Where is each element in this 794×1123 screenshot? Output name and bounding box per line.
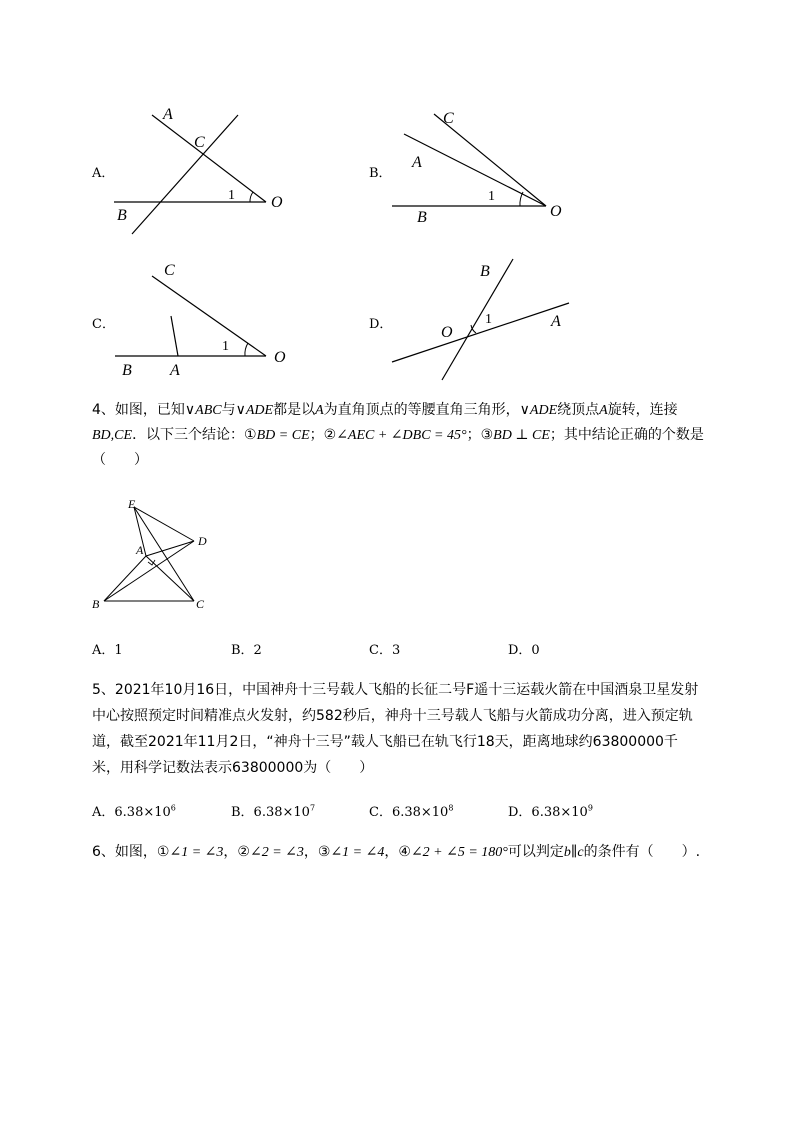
point-b-label: B [92,597,100,611]
point-c-label: C [194,134,205,151]
q5-line-3: 道，截至2021年11月2日，“神舟十三号”载人飞船已在轨飞行18天，距离地球约63800000千 [92,734,678,750]
point-a-label: A [163,106,173,123]
text: 绕顶点 [557,402,600,418]
math-triangle: ∨ADE [235,403,274,418]
text: ；② [309,427,337,443]
segment-ed [134,507,194,541]
point-a-label: A [136,543,144,557]
text: 为直角顶点的等腰直角三角形， [323,402,520,418]
text: 与 [221,402,236,418]
point-d-label: D [198,534,207,548]
exponent: 6 [170,803,176,813]
q4-figure [88,495,218,615]
line-transversal [132,115,238,234]
line-oa [392,303,569,362]
text: ；③ [466,427,494,443]
math-triangle: ∨ABC [184,403,222,418]
angle-label: 1 [228,188,235,203]
angle-label: 1 [222,339,229,354]
text: ；其中结论正确的个数是 [549,427,704,443]
math-condition-4: ∠2 + ∠5 = 180° [410,845,508,860]
point-c-label: C [443,110,454,127]
math-point: A [315,403,324,418]
q4-line-3 [92,448,752,473]
line-ob [442,259,513,380]
math-condition-1: ∠1 = ∠3 [169,845,224,860]
text: ，④ [384,844,411,860]
text: 都是以 [273,402,316,418]
text: 如图，① [114,844,170,860]
math-parallel: b∥c [563,845,584,860]
math-conclusion-1: BD = CE [256,428,310,443]
question-number: 6、 [92,844,115,860]
figure-option-b [380,100,580,230]
math-segments: BD,CE [92,428,133,443]
answer-text: D．6.38×10 [508,805,588,820]
point-e-label: E [128,497,136,511]
segment-ad [146,541,194,556]
angle-arc [245,343,248,356]
angle-label: 1 [485,312,492,327]
q5-line-1: 5、2021年10月16日，中国神舟十三号载人飞船的长征二号F遥十三运载火箭在中国酒泉卫星发射 [92,682,699,698]
question-4 [92,398,752,473]
text: ，③ [303,844,331,860]
text: 可以判定 [507,844,564,860]
text: 旋转，连接 [607,402,678,418]
option-label: D． [369,317,393,332]
point-o-label: O [274,349,286,366]
option-label: B． [369,166,392,181]
question-number: 4、 [92,402,115,418]
math-condition-3: ∠1 = ∠4 [330,845,385,860]
math-conclusion-3: BD ⊥ CE [493,428,550,443]
point-o-label: O [271,194,283,211]
q4-line-1 [92,398,752,423]
question-5 [92,677,752,781]
question-6 [92,840,752,865]
angle-label: 1 [488,189,495,204]
exponent: 7 [309,803,316,813]
point-o-label: O [441,324,453,341]
math-triangle: ∨ADE [519,403,558,418]
ray-oc [152,276,266,356]
point-o-label: O [550,203,562,220]
angle-arc [250,192,253,202]
math-conclusion-2: ∠AEC + ∠DBC = 45° [336,428,467,443]
point-c-label: C [164,262,175,279]
q5-line-4: 米，用科学记数法表示63800000为（ ） [92,760,374,776]
answer-option-b[interactable] [231,801,315,820]
point-b-label: B [480,263,490,280]
ray-oa [404,134,546,206]
point-b-label: B [117,207,127,224]
figure-option-a [100,95,300,240]
answer-text: B．6.38×10 [231,805,310,820]
answer-option-c[interactable] [369,801,453,820]
answer-option-a[interactable] [92,801,176,820]
q5-line-2: 中心按照预定时间精准点火发射，约582秒后，神舟十三号载人飞船与火箭成功分离，进入预定轨 [92,708,693,724]
answer-option-b[interactable]: B．2 [231,643,262,658]
point-b-label: B [417,209,427,226]
point-a-label: A [551,313,561,330]
answer-blank: （ ） [92,452,148,468]
figure-option-d [380,255,580,385]
q4-line-2 [92,423,752,448]
option-label: C． [92,317,115,332]
text: ．以下三个结论：① [132,427,257,443]
answer-option-a[interactable]: A．1 [92,643,123,658]
math-point: A [599,403,608,418]
point-a-label: A [412,154,422,171]
text: ，② [223,844,250,860]
point-b-label: B [122,362,132,379]
math-condition-2: ∠2 = ∠3 [249,845,304,860]
option-label: A． [92,166,115,181]
answer-text: C．6.38×10 [369,805,449,820]
figure-option-c [100,255,300,385]
exponent: 9 [587,803,593,813]
answer-option-d[interactable] [508,801,593,820]
exponent: 8 [448,803,454,813]
point-a-label: A [170,362,180,379]
text: 如图，已知 [114,402,185,418]
segment-ab [104,556,146,601]
answer-option-d[interactable]: D．0 [508,643,540,658]
point-c-label: C [196,597,205,611]
line-ao [152,115,266,202]
answer-text: A．6.38×10 [92,805,171,820]
text: 的条件有（ ）. [583,844,701,860]
segment-bd [104,541,194,601]
answer-option-c[interactable]: C．3 [369,643,401,658]
segment-a [171,316,178,356]
